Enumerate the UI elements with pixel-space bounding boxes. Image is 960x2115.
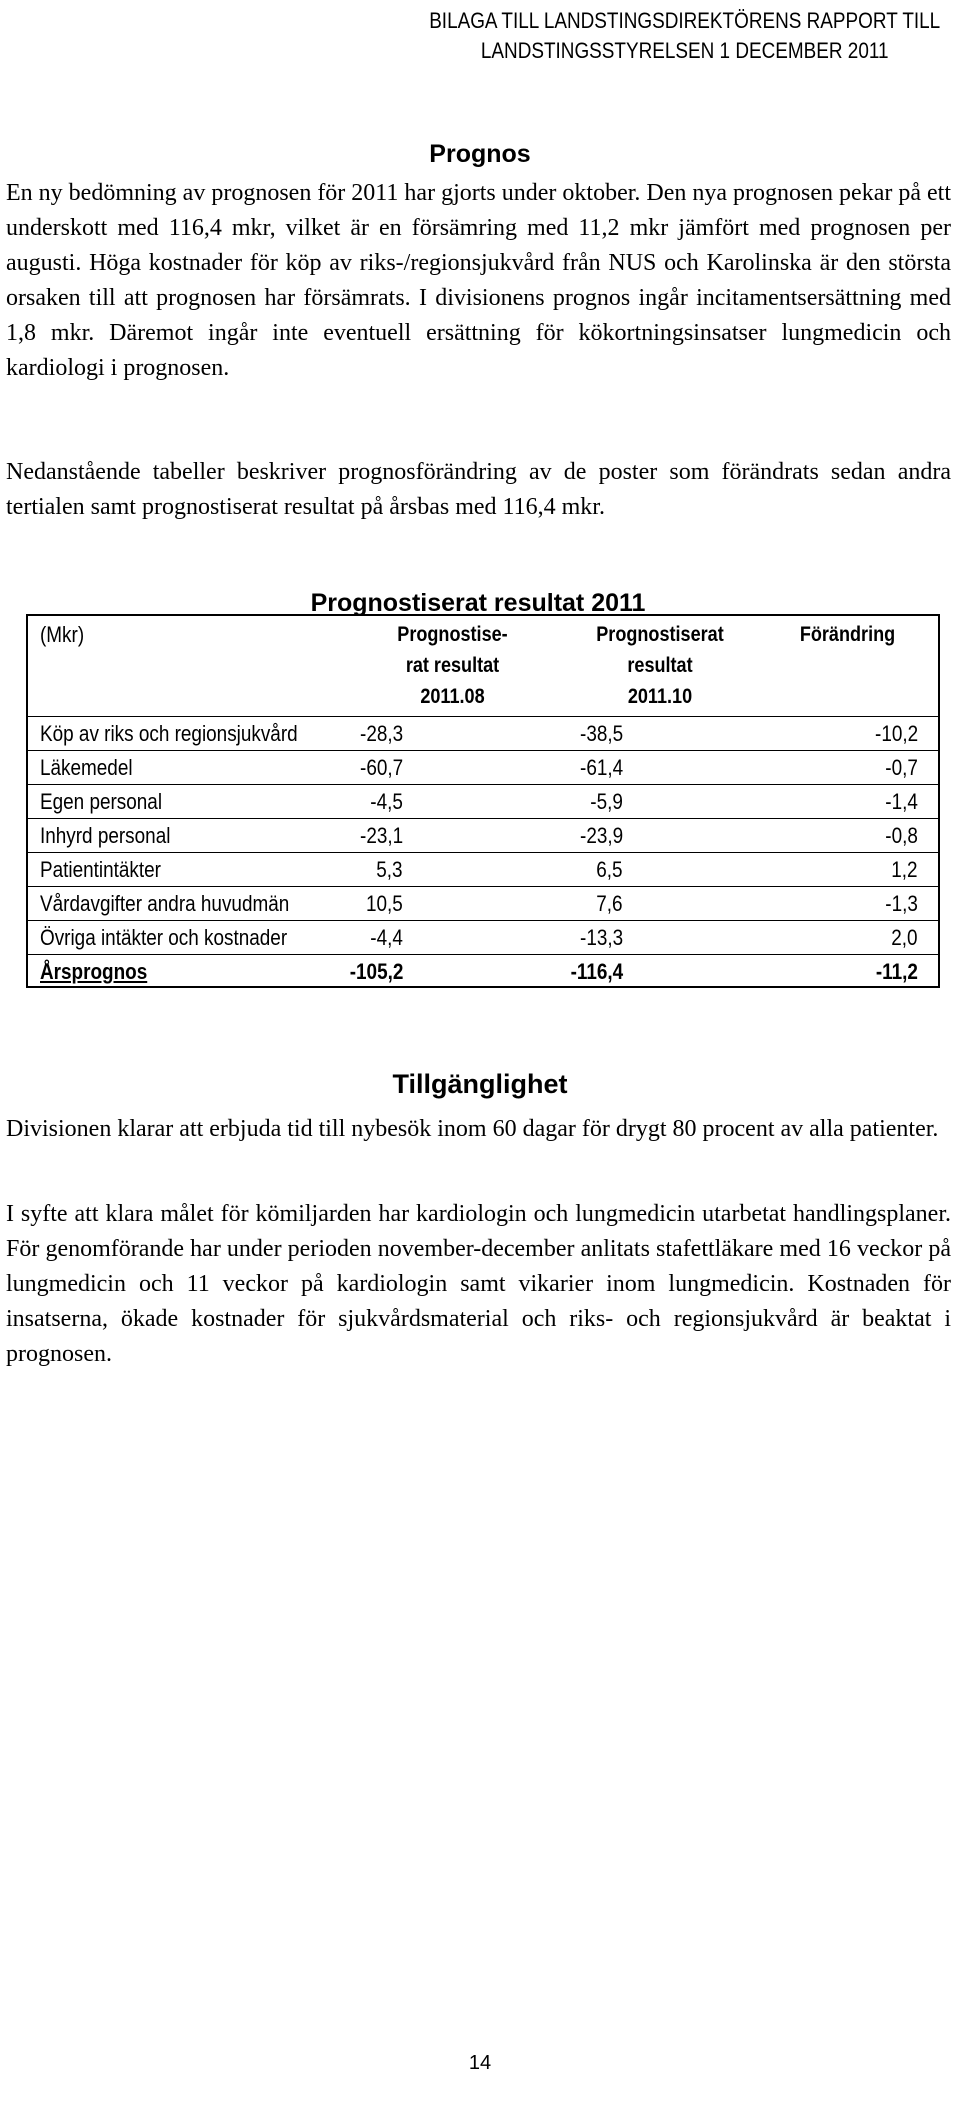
row-value-2011-08: -23,1 bbox=[359, 823, 403, 848]
row-label: Patientintäkter bbox=[40, 857, 161, 882]
row-value-change: 1,2 bbox=[891, 857, 918, 882]
row-value-2011-10: -38,5 bbox=[579, 721, 623, 746]
col1-line-1: Prognostise- bbox=[397, 623, 508, 646]
row-value-2011-08: -4,4 bbox=[370, 925, 403, 950]
table-row-total bbox=[28, 954, 938, 988]
row-label: Årsprognos bbox=[40, 959, 148, 984]
table-row bbox=[28, 784, 938, 818]
row-value-change: -11,2 bbox=[875, 959, 918, 984]
section-heading-tillganglighet: Tillgänglighet bbox=[392, 1069, 568, 1099]
col1-line-2: rat resultat bbox=[405, 654, 500, 677]
table-row bbox=[28, 920, 938, 954]
row-label: Övriga intäkter och kostnader bbox=[40, 925, 288, 950]
row-value-2011-10: 6,5 bbox=[596, 857, 623, 882]
row-value-2011-08: -4,5 bbox=[370, 789, 403, 814]
report-header bbox=[429, 6, 940, 66]
row-value-change: -1,4 bbox=[885, 789, 918, 814]
tillganglighet-text-2: I syfte att klara målet för kömiljarden har kardiologin och lungmedicin utarbetat handlingsplaner. För genomförande har under perioden november-december anlitats stafettläkare med 16 veckor på lungmedicin och 11 veckor på kardiologin samt vikarier inom lungmedicin. Kostnaden för insatserna, ökade kostnader för sjukvårdsmaterial och riks- och regionsjukvård är beaktat i prognosen. bbox=[6, 1201, 951, 1367]
row-value-2011-08: -105,2 bbox=[349, 959, 403, 984]
row-value-change: 2,0 bbox=[891, 925, 918, 950]
row-value-2011-10: -61,4 bbox=[579, 755, 623, 780]
prognos-text-2: Nedanstående tabeller beskriver prognosförändring av de poster som förändrats sedan andra tertialen samt prognostiserat resultat på årsbas med 116,4 mkr. bbox=[6, 459, 951, 520]
table-row bbox=[28, 750, 938, 784]
row-value-2011-10: -5,9 bbox=[590, 789, 623, 814]
table-row bbox=[28, 852, 938, 886]
tillganglighet-paragraph-2 bbox=[6, 1197, 951, 1372]
column-header-prognos-2011-08 bbox=[377, 619, 528, 712]
page-number: 14 bbox=[468, 2052, 492, 2074]
col2-line-2: resultat bbox=[627, 654, 693, 677]
row-value-2011-08: 10,5 bbox=[366, 891, 403, 916]
row-label: Inhyrd personal bbox=[40, 823, 171, 848]
column-header-prognos-2011-10 bbox=[574, 619, 746, 712]
row-label: Köp av riks och regionsjukvård bbox=[40, 721, 298, 746]
col2-line-3: 2011.10 bbox=[627, 685, 693, 708]
tillganglighet-text-1: Divisionen klarar att erbjuda tid till nybesök inom 60 dagar för drygt 80 procent av alla patienter. bbox=[6, 1116, 939, 1142]
prognos-text-1: En ny bedömning av prognosen för 2011 har gjorts under oktober. Den nya prognosen pekar på ett underskott med 116,4 mkr, vilket är en försämring med 11,2 mkr jämfört med prognosen per augusti. Höga kostnader för köp av riks-/regionsjukvård från NUS och Karolinska är den största orsaken till att prognosen har försämrats. I divisionens prognos ingår incitamentsersättning med 1,8 mkr. Däremot ingår inte eventuell ersättning för kökortningsinsatser lungmedicin och kardiologi i prognosen. bbox=[6, 180, 951, 381]
prognos-paragraph-1 bbox=[6, 176, 951, 386]
row-label: Läkemedel bbox=[40, 755, 133, 780]
row-label: Egen personal bbox=[40, 789, 163, 814]
row-value-change: -0,8 bbox=[885, 823, 918, 848]
row-value-2011-08: -28,3 bbox=[359, 721, 403, 746]
row-value-2011-10: -116,4 bbox=[570, 959, 623, 984]
table-row bbox=[28, 886, 938, 920]
section-heading-prognos: Prognos bbox=[429, 140, 531, 168]
header-line-1: BILAGA TILL LANDSTINGSDIREKTÖRENS RAPPORT TILL bbox=[428, 8, 940, 33]
row-value-2011-08: 5,3 bbox=[376, 857, 403, 882]
table-row bbox=[28, 818, 938, 852]
prognos-paragraph-2 bbox=[6, 455, 951, 525]
row-value-2011-10: -23,9 bbox=[579, 823, 623, 848]
row-value-change: -0,7 bbox=[885, 755, 918, 780]
row-label: Vårdavgifter andra huvudmän bbox=[40, 891, 290, 916]
table-title: Prognostiserat resultat 2011 bbox=[310, 589, 646, 617]
table-row bbox=[28, 716, 938, 750]
col2-line-1: Prognostiserat bbox=[596, 623, 724, 646]
row-value-2011-08: -60,7 bbox=[359, 755, 403, 780]
col3-line-1: Förändring bbox=[799, 623, 896, 646]
row-value-2011-10: 7,6 bbox=[596, 891, 623, 916]
column-header-forandring bbox=[785, 619, 910, 650]
row-value-change: -10,2 bbox=[874, 721, 918, 746]
header-line-2: LANDSTINGSSTYRELSEN 1 DECEMBER 2011 bbox=[480, 38, 889, 63]
tillganglighet-paragraph-1 bbox=[6, 1112, 951, 1147]
unit-label: (Mkr) bbox=[40, 622, 85, 647]
row-value-change: -1,3 bbox=[885, 891, 918, 916]
col1-line-3: 2011.08 bbox=[420, 685, 485, 708]
row-value-2011-10: -13,3 bbox=[579, 925, 623, 950]
